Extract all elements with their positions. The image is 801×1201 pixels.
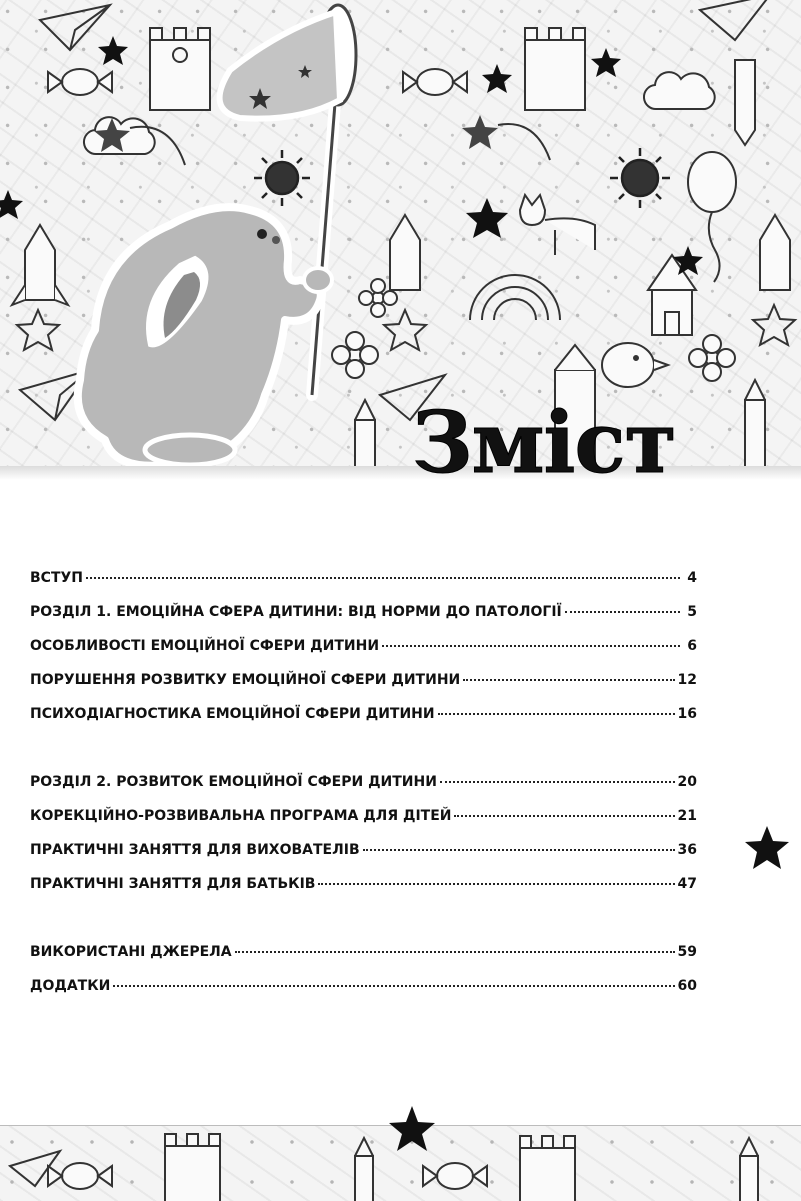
dot-leader [113, 984, 674, 987]
sun-icon [254, 150, 310, 206]
dot-leader [382, 644, 680, 647]
pencil-icon [745, 380, 765, 470]
toc-entry[interactable] [30, 808, 697, 842]
toc-entry-label: ПРАКТИЧНІ ЗАНЯТТЯ ДЛЯ ВИХОВАТЕЛІВ [30, 842, 360, 858]
toc-entry-page: 59 [677, 944, 697, 960]
table-of-contents [30, 570, 697, 1012]
dot-leader [86, 576, 680, 579]
bird-icon [602, 343, 668, 387]
candy-icon [423, 1163, 487, 1189]
toc-entry-page: 36 [677, 842, 697, 858]
toc-entry[interactable] [30, 978, 697, 1012]
flower-icon [689, 335, 735, 381]
star-icon [386, 1104, 438, 1154]
castle-icon [525, 28, 585, 110]
candy-icon [403, 69, 467, 95]
toc-entry-label: РОЗДІЛ 1. ЕМОЦІЙНА СФЕРА ДИТИНИ: ВІД НОРМИ ДО ПАТОЛОГІЇ [30, 604, 562, 620]
toc-entry-page: 6 [687, 638, 697, 654]
dot-leader [565, 610, 680, 613]
toc-entry-page: 47 [677, 876, 697, 892]
toc-entry-label: ВСТУП [30, 570, 84, 586]
toc-entry[interactable] [30, 706, 697, 740]
toc-entry[interactable] [30, 638, 697, 672]
toc-entry-label: ОСОБЛИВОСТІ ЕМОЦІЙНОЇ СФЕРИ ДИТИНИ [30, 638, 380, 654]
toc-entry-page: 12 [677, 672, 697, 688]
toc-entry[interactable] [30, 842, 697, 876]
toc-entry-page: 5 [687, 604, 697, 620]
pencil-icon [355, 1138, 373, 1201]
toc-entry-label: ДОДАТКИ [30, 978, 111, 994]
rainbow-icon [470, 275, 560, 320]
castle-icon [165, 1134, 220, 1201]
cat-icon [520, 195, 595, 255]
rocket-icon [760, 215, 790, 290]
toc-entry-page: 4 [687, 570, 697, 586]
toc-entry[interactable] [30, 944, 697, 978]
toc-entry-label: ПОРУШЕННЯ РОЗВИТКУ ЕМОЦІЙНОЇ СФЕРИ ДИТИНИ [30, 672, 461, 688]
pencil-icon [740, 1138, 758, 1201]
dot-leader [440, 780, 675, 783]
page-title: Зміст [412, 393, 676, 492]
toc-entry-label: ВИКОРИСТАНІ ДЖЕРЕЛА [30, 944, 232, 960]
paper-plane-icon [40, 5, 110, 50]
toc-entry-page: 16 [677, 706, 697, 722]
dot-leader [318, 882, 674, 885]
dot-leader [463, 678, 674, 681]
toc-entry-page: 21 [677, 808, 697, 824]
toc-entry-page: 60 [677, 978, 697, 994]
toc-entry-label: РОЗДІЛ 2. РОЗВИТОК ЕМОЦІЙНОЇ СФЕРИ ДИТИНИ [30, 774, 437, 790]
dot-leader [438, 712, 675, 715]
shooting-star-icon [94, 115, 550, 165]
sun-icon [610, 148, 670, 208]
flower-icon [332, 332, 378, 378]
rocket-icon [390, 215, 420, 290]
dot-leader [363, 848, 675, 851]
toc-entry-label: ПРАКТИЧНІ ЗАНЯТТЯ ДЛЯ БАТЬКІВ [30, 876, 316, 892]
candy-icon [48, 69, 112, 95]
star-icon [742, 824, 792, 872]
paper-plane-icon [700, 0, 770, 40]
toc-entry[interactable] [30, 604, 697, 638]
castle-icon [150, 28, 210, 110]
toc-entry-label: КОРЕКЦІЙНО-РОЗВИВАЛЬНА ПРОГРАМА ДЛЯ ДІТЕЙ [30, 808, 452, 824]
dot-leader [235, 950, 675, 953]
bunny-illustration [78, 5, 356, 466]
toc-entry[interactable] [30, 774, 697, 808]
candy-icon [48, 1163, 112, 1189]
dot-leader [454, 814, 674, 817]
pencil-icon [355, 400, 375, 470]
toc-spacer [30, 740, 697, 774]
cloud-icon [644, 72, 715, 109]
toc-entry-page: 20 [677, 774, 697, 790]
pencil-icon [735, 60, 755, 145]
toc-entry-label: ПСИХОДІАГНОСТИКА ЕМОЦІЙНОЇ СФЕРИ ДИТИНИ [30, 706, 435, 722]
rocket-icon [12, 225, 68, 305]
toc-entry[interactable] [30, 876, 697, 910]
toc-spacer [30, 910, 697, 944]
toc-entry[interactable] [30, 570, 697, 604]
castle-icon [520, 1136, 575, 1201]
toc-entry[interactable] [30, 672, 697, 706]
